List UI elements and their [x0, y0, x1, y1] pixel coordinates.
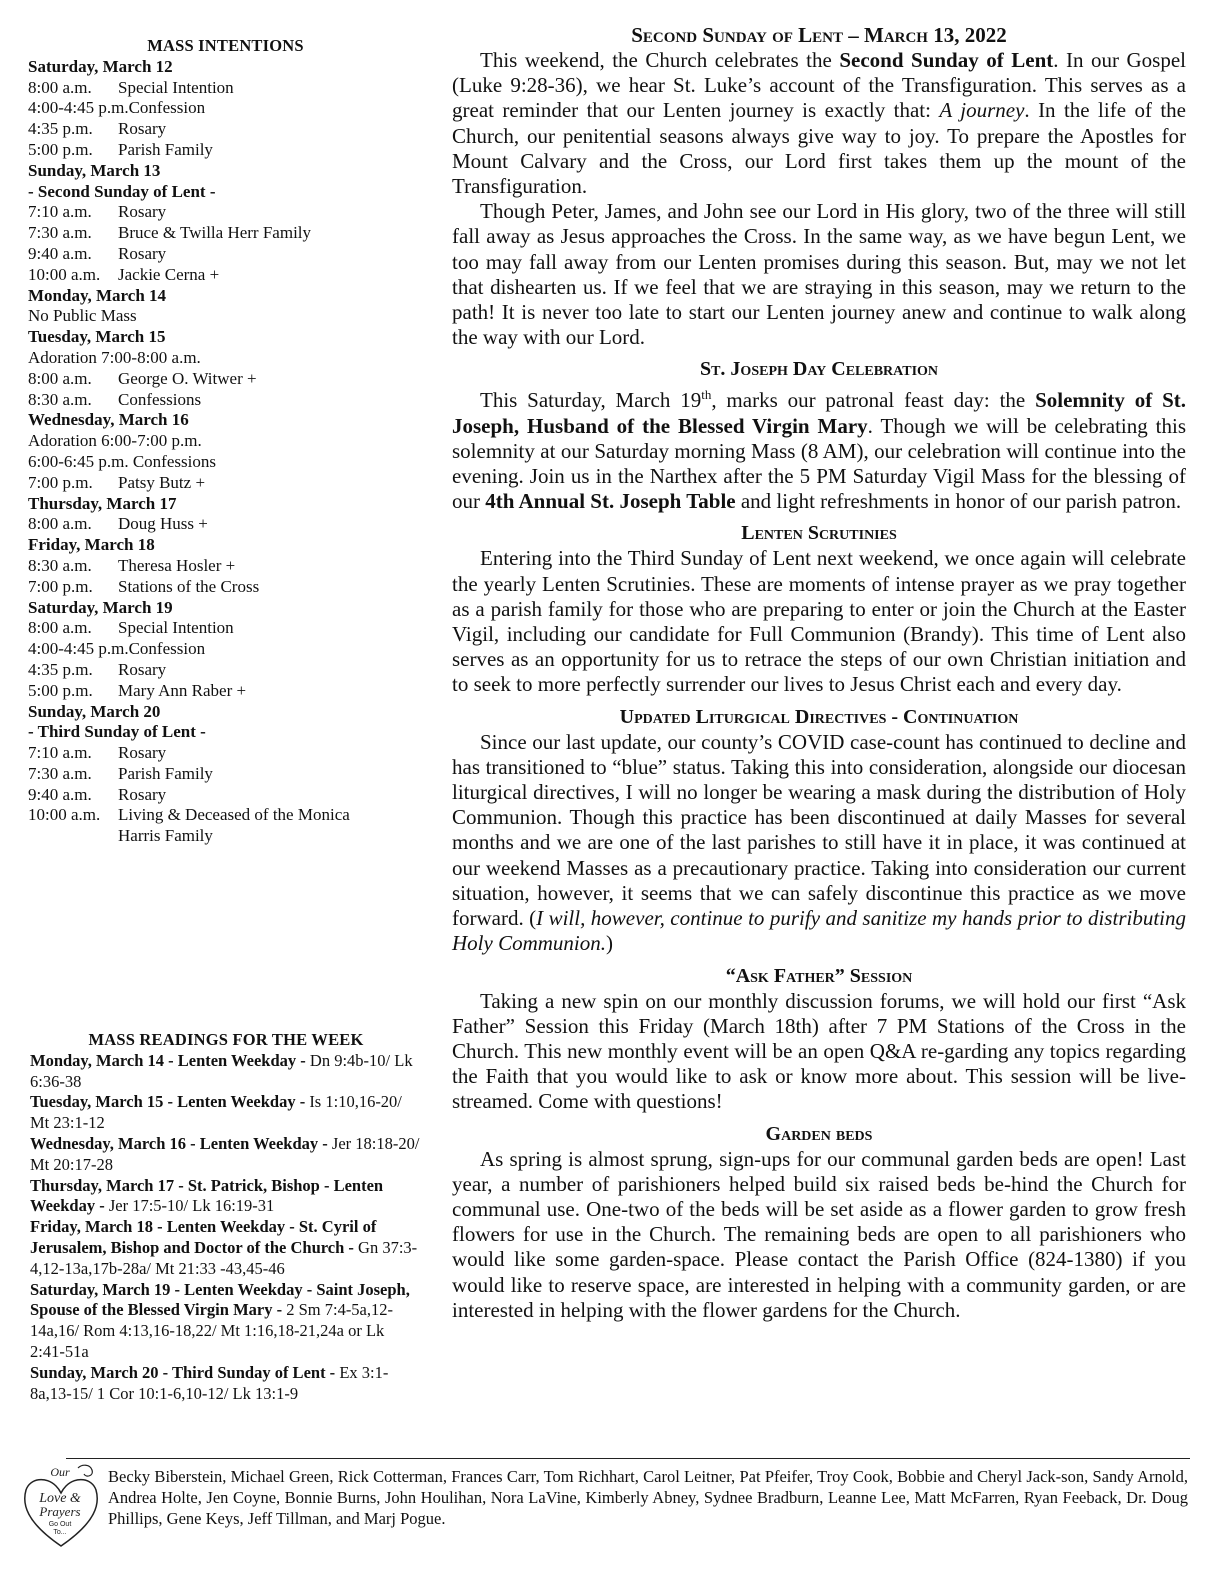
intention-time: 5:00 p.m. [28, 680, 93, 700]
reading-entry [30, 1176, 422, 1218]
intention-entry [28, 244, 423, 265]
mass-readings-list [30, 1051, 422, 1405]
intention-text: Doug Huss + [118, 514, 208, 534]
lent2-paragraph-2: Though Peter, James, and John see our Lord in His glory, two of the three will still fall away as Jesus approaches the Cross. In the same way, as we have begun Lent, we too may fall away from our Lenten promises during this season. But, may we not let that dishearten us. If we feel that we are straying in this season, may we return to the path! It is never too late to start our Lenten journey anew and continue to walk along the way with our Lord. [452, 199, 1186, 350]
mass-readings-title: MASS READINGS FOR THE WEEK [88, 1030, 364, 1049]
intention-day-heading: Sunday, March 13 [28, 160, 161, 180]
reading-references: Gn 37:3-4,12-13a,17b-28a/ Mt 21:33 -43,45-46 [30, 1237, 418, 1278]
intention-time: 9:40 a.m. [28, 784, 92, 804]
mass-readings-section [30, 1030, 422, 1404]
logo-text-our: Our [50, 1465, 70, 1479]
reading-entry [30, 1092, 422, 1134]
intention-entry [28, 348, 423, 369]
intention-text: Rosary [118, 743, 167, 763]
intention-day-subheading: - Second Sunday of Lent - [28, 181, 216, 201]
intention-text: Rosary [118, 119, 167, 139]
intention-entry [28, 639, 423, 660]
intention-time: 8:00 a.m. [28, 368, 92, 388]
intention-time: 4:00-4:45 p.m. [28, 639, 129, 659]
reading-references: Is 1:10,16-20/ Mt 23:1-12 [30, 1092, 402, 1133]
intention-entry [28, 119, 423, 140]
intention-text: Rosary [118, 784, 167, 804]
intention-day-subheading: - Third Sunday of Lent - [28, 722, 206, 742]
intention-time: 4:00-4:45 p.m. [28, 98, 129, 118]
intention-time: 10:00 a.m. [28, 264, 101, 284]
reading-references: Ex 3:1-8a,13-15/ 1 Cor 10:1-6,10-12/ Lk 13:1-9 [30, 1362, 389, 1403]
reading-day-label: Tuesday, March 15 - Lenten Weekday - [30, 1092, 306, 1112]
intention-text: Rosary [118, 202, 167, 222]
intention-entry [28, 369, 423, 390]
logo-text-to: To... [53, 1529, 67, 1536]
intention-text: Adoration 7:00-8:00 a.m. [28, 347, 201, 367]
intention-text: Mary Ann Raber + [118, 680, 247, 700]
intention-text: Parish Family [118, 139, 213, 159]
intention-text: Confessions [118, 389, 202, 409]
right-column [452, 22, 1186, 1323]
intention-day-heading: Saturday, March 19 [28, 597, 173, 617]
intention-time: 8:00 a.m. [28, 77, 92, 97]
intention-entry [28, 785, 423, 806]
mass-intentions-section [28, 36, 423, 847]
intention-text: Stations of the Cross [118, 576, 260, 596]
reading-entry [30, 1134, 422, 1176]
intention-entry [28, 452, 423, 473]
intention-entry [28, 618, 423, 639]
intention-time: 7:30 a.m. [28, 763, 92, 783]
intention-text: Special Intention [118, 618, 234, 638]
intention-text: George O. Witwer + [118, 368, 257, 388]
stjoseph-paragraph: This Saturday, March 19th, marks our patronal feast day: the Solemnity of St. Joseph, Husband of the Blessed Virgin Mary. Though we will be celebrating this solemnity at our Saturday morning Mass (8 AM), our celebration will continue into the evening. Join us in the Narthex after the 5 PM Saturday Vigil Mass for the blessing of our 4th Annual St. Joseph Table and light refreshments in honor of our parish patron. [452, 387, 1186, 514]
intention-text: Jackie Cerna + [118, 264, 220, 284]
lent2-title: Second Sunday of Lent – March 13, 2022 [631, 23, 1007, 47]
intention-day-heading: Monday, March 14 [28, 285, 167, 305]
intention-entry [28, 223, 423, 244]
intention-time: 7:10 a.m. [28, 202, 92, 222]
intention-entry [28, 514, 423, 535]
intention-entry [28, 556, 423, 577]
intention-text: Rosary [118, 659, 167, 679]
askfather-title: “Ask Father” Session [725, 964, 913, 987]
reading-day-label: Saturday, March 19 - Lenten Weekday - Saint Joseph, Spouse of the Blessed Virgin Mary - [30, 1279, 410, 1320]
intention-day-heading: Wednesday, March 16 [28, 410, 189, 430]
intention-text: Harris Family [118, 826, 213, 846]
askfather-paragraph: Taking a new spin on our monthly discussion forums, we will hold our first “Ask Father” Session this Friday (March 18th) after 7 PM Stations of the Cross in the Church. This new monthly event will be an open Q&A re-garding any topics regarding the Faith that you would like to ask or know more about. This session will be live-streamed. Come with questions! [452, 988, 1186, 1114]
reading-day-label: Sunday, March 20 - Third Sunday of Lent - [30, 1362, 336, 1382]
intention-day-heading: Sunday, March 20 [28, 701, 161, 721]
intention-entry [28, 202, 423, 223]
intention-entry [28, 743, 423, 764]
lent2-paragraph-1: This weekend, the Church celebrates the Second Sunday of Lent. In our Gospel (Luke 9:28-36), we hear St. Luke’s account of the Transfiguration. This serves as a great reminder that our Lenten journey is exactly that: A journey. In the life of the Church, our penitential seasons always give way to joy. To prepare the Apostles for Mount Calvary and the Cross, our Lord first takes them up the mount of the Transfiguration. [452, 48, 1186, 199]
intention-text: Parish Family [118, 763, 213, 783]
intention-entry [28, 805, 423, 826]
intention-text: 6:00-6:45 p.m. Confessions [28, 451, 216, 471]
intention-entry [28, 577, 423, 598]
left-column [28, 36, 423, 1403]
intention-text: Adoration 6:00-7:00 p.m. [28, 431, 202, 451]
intention-time: 4:35 p.m. [28, 119, 93, 139]
stjoseph-title: St. Joseph Day Celebration [699, 358, 939, 381]
scrutinies-title: Lenten Scrutinies [741, 522, 897, 545]
intention-day-heading: Thursday, March 17 [28, 493, 177, 513]
intention-time: 7:10 a.m. [28, 743, 92, 763]
scrutinies-paragraph: Entering into the Third Sunday of Lent next weekend, we once again will celebrate the yearly Lenten Scrutinies. These are moments of intense prayer as we pray together as a parish family for those who are preparing to enter or join the Church at the Easter Vigil, including our candidate for Full Communion (Brandy). This time of Lent also serves as an opportunity for us to retrace the steps of our own Christian initiation and to seek to more perfectly surrender our lives to Jesus Christ each and every day. [452, 546, 1186, 697]
intention-time: 8:30 a.m. [28, 555, 92, 575]
reading-entry [30, 1217, 422, 1279]
reading-entry [30, 1051, 422, 1093]
reading-day-label: Friday, March 18 - Lenten Weekday - St. Cyril of Jerusalem, Bishop and Doctor of the Church - [30, 1217, 377, 1257]
reading-references: 2 Sm 7:4-5a,12-14a,16/ Rom 4:13,16-18,22/ Mt 1:16,18-21,24a or Lk 2:41-51a [30, 1300, 394, 1361]
reading-references: Dn 9:4b-10/ Lk 6:36-38 [30, 1050, 413, 1091]
intention-text: Theresa Hosler + [118, 555, 236, 575]
intention-text: Patsy Butz + [118, 472, 206, 492]
intention-time: 4:35 p.m. [28, 659, 93, 679]
reading-entry [30, 1280, 422, 1363]
reading-entry [30, 1363, 422, 1405]
intention-entry [28, 660, 423, 681]
intention-day-heading: Tuesday, March 15 [28, 327, 166, 347]
intention-day-heading: Saturday, March 12 [28, 56, 173, 76]
intention-entry [28, 826, 423, 847]
intention-time: 7:30 a.m. [28, 223, 92, 243]
garden-title: Garden beds [765, 1122, 873, 1145]
prayer-list-names: Becky Biberstein, Michael Green, Rick Cotterman, Frances Carr, Tom Richhart, Carol Leitner, Pat Pfeifer, Troy Cook, Bobbie and Cheryl Jack-son, Sandy Arnold, Andrea Holte, Jen Coyne, Bonnie Burns, John Houlihan, Nora LaVine, Kimberly Abney, Sydnee Bradburn, Leanne Lee, Matt McFarren, Ryan Feeback, Dr. Doug Phillips, Gene Keys, Jeff Tillman, and Marj Pogue. [108, 1467, 1188, 1528]
intention-time: 10:00 a.m. [28, 805, 101, 825]
intention-entry [28, 764, 423, 785]
intention-entry [28, 306, 423, 327]
intention-text: Living & Deceased of the Monica [118, 805, 350, 825]
mass-intentions-title: MASS INTENTIONS [147, 36, 304, 55]
reading-day-label: Monday, March 14 - Lenten Weekday - [30, 1050, 306, 1070]
intention-time: 8:00 a.m. [28, 514, 92, 534]
intention-entry [28, 78, 423, 99]
intention-time: 8:30 a.m. [28, 389, 92, 409]
intention-text: Confession [128, 98, 206, 118]
intention-text: Special Intention [118, 77, 234, 97]
intention-entry [28, 431, 423, 452]
reading-references: Jer 17:5-10/ Lk 16:19-31 [108, 1196, 275, 1216]
intention-day-heading: Friday, March 18 [28, 535, 155, 555]
intention-text: No Public Mass [28, 306, 137, 326]
intention-entry [28, 681, 423, 702]
footer-divider [66, 1458, 1190, 1459]
intention-text: Bruce & Twilla Herr Family [118, 223, 312, 243]
intention-entry [28, 140, 423, 161]
intention-time: 8:00 a.m. [28, 618, 92, 638]
love-prayers-heart-logo [20, 1462, 102, 1550]
mass-intentions-list [28, 57, 423, 847]
directives-title: Updated Liturgical Directives - Continuation [619, 705, 1019, 728]
directives-paragraph: Since our last update, our county’s COVID case-count has continued to decline and has transitioned to “blue” status. Taking this into consideration, alongside our diocesan liturgical directives, I will no longer be wearing a mask during the distribution of Holy Communion. Though this practice has been discontinued at daily Masses for several months and we are one of the last parishes to still have it in place, it was continued at our weekend Masses as a precautionary practice. Taking into consideration our current situation, however, it seems that we can safely discontinue this practice as we move forward. (I will, however, continue to purify and sanitize my hands prior to distributing Holy Communion.) [452, 729, 1186, 956]
logo-text-prayers: Prayers [39, 1504, 81, 1519]
intention-entry [28, 390, 423, 411]
logo-text-goout: Go Out [48, 1521, 72, 1528]
garden-paragraph: As spring is almost sprung, sign-ups for our communal garden beds are open! Last year, a number of parishioners helped build six raised beds be-hind the Church for communal use. One-two of the beds will be set aside as a flower garden to grow fresh flowers for use in the Church. The remaining beds are open to all parishioners who would like some garden-space. Please contact the Parish Office (824-1380) if you would like to reserve space, are interested in helping with a community garden, or are interested in helping with the flower gardens for the Church. [452, 1146, 1186, 1322]
intention-time: 5:00 p.m. [28, 139, 93, 159]
intention-time: 7:00 p.m. [28, 576, 93, 596]
intention-entry [28, 265, 423, 286]
intention-entry [28, 98, 423, 119]
intention-time: 7:00 p.m. [28, 472, 93, 492]
reading-day-label: Wednesday, March 16 - Lenten Weekday - [30, 1133, 328, 1153]
logo-text-love: Love & [39, 1491, 81, 1506]
reading-references: Jer 18:18-20/ Mt 20:17-28 [30, 1133, 420, 1174]
intention-text: Confession [128, 639, 206, 659]
reading-day-label: Thursday, March 17 - St. Patrick, Bishop - Lenten Weekday - [30, 1175, 384, 1216]
intention-time: 9:40 a.m. [28, 243, 92, 263]
intention-text: Rosary [118, 243, 167, 263]
intention-entry [28, 473, 423, 494]
